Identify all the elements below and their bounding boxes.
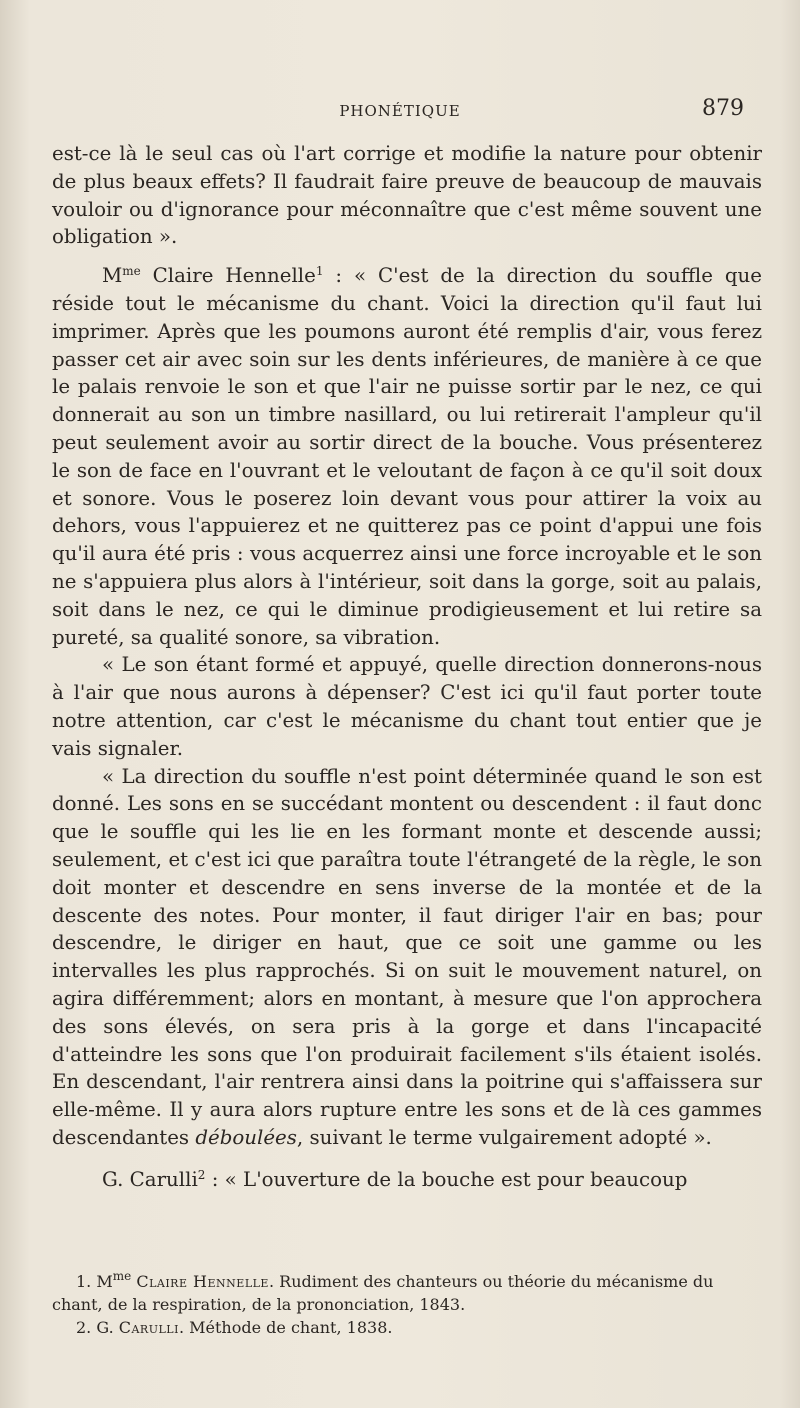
footnote-ref-1[interactable]: 1 xyxy=(315,264,324,278)
footnotes xyxy=(52,1270,762,1339)
speaker-abbr: M xyxy=(102,264,123,288)
footnote-text: . Rudiment des chanteurs ou théorie du mécanisme du chant, de la respiration, de la prononciation, 1843. xyxy=(52,1272,714,1314)
speaker-name: Claire Hennelle xyxy=(140,264,316,288)
paragraph-end: , suivant le terme vulgairement adopté ». xyxy=(296,1125,712,1149)
footnote-text: . Méthode de chant, 1838. xyxy=(178,1318,393,1337)
footnote-number: 1. xyxy=(76,1272,92,1291)
paragraph-text: « La direction du souffle n'est point déterminée quand le son est donné. Les sons en se succédant montent ou descendent : il faut donc que le souffle qui les lie en les formant monte et descende aussi; seulement, et c'est ici que paraîtra toute l'étrangeté de la règle, le son doit monter et descendre en sens inverse de la montée et de la descente des notes. Pour monter, il faut diriger l'air en bas; pour descendre, le diriger en haut, que ce soit une gamme ou les intervalles les plus rapprochés. Si on suit le mouvement naturel, on agira différemment; alors en montant, à mesure que l'on approchera des sons élevés, on sera pris à la gorge et dans l'incapacité d'atteindre les sons que l'on produirait facilement s'ils étaient isolés. En descendant, l'air rentrera ainsi dans la poitrine qui s'affaissera sur elle-même. Il y aura alors rupture entre les sons et de là ces gammes descendantes xyxy=(52,764,762,1149)
quote-text: : « L'ouverture de la bouche est pour beaucoup xyxy=(205,1167,688,1191)
paragraph-direction-souffle xyxy=(52,763,762,1152)
footnote-initial: G. xyxy=(96,1318,114,1337)
footnote-author: Claire Hennelle xyxy=(136,1272,269,1291)
footnote-1 xyxy=(52,1270,762,1316)
footnote-ref-2[interactable]: 2 xyxy=(197,1167,206,1182)
footnote-author: Carulli xyxy=(118,1318,179,1337)
running-head: PHONÉTIQUE xyxy=(339,102,461,120)
body-text xyxy=(52,140,762,1193)
quote-text: : « C'est de la direction du souffle que réside tout le mécanisme du chant. Voici la direction qu'il faut lui imprimer. Après que les poumons auront été remplis d'air, vous ferez passer cet air avec soin sur les dents inférieures, de manière à ce que le palais renvoie le son et que l'air ne puisse sortir par le nez, ce qui donnerait au son un timbre nasillard, ou lui retirerait l'ampleur qu'il peut seulement avoir au sortir direct de la bouche. Vous présenterez le son de face en l'ouvrant et le veloutant de façon à ce qu'il soit doux et sonore. Vous le poserez loin devant vous pour attirer la voix au dehors, vous l'appuierez et ne quitterez pas ce point d'appui une fois qu'il aura été pris : vous acquerrez ainsi une force incroyable et le son ne s'appuiera plus alors à l'intérieur, soit dans la gorge, soit au palais, soit dans le nez, ce qui le diminue prodigieusement et lui retire sa pureté, sa qualité sonore, sa vibration. xyxy=(52,264,762,649)
page-number: 879 xyxy=(702,96,744,121)
paragraph-carulli-quote xyxy=(52,1166,762,1194)
speaker-abbr-sup: me xyxy=(122,264,141,278)
paragraph-direction-air: « Le son étant formé et appuyé, quelle direction donnerons-nous à l'air que nous aurons à dépenser? C'est ici qu'il faut porter toute notre attention, car c'est le mécanisme du chant tout entier que je vais signaler. xyxy=(52,653,762,760)
footnote-number: 2. xyxy=(76,1318,92,1337)
paragraph-continuation: est-ce là le seul cas où l'art corrige et modifie la nature pour obtenir de plus beaux effets? Il faudrait faire preuve de beaucoup de mauvais vouloir ou d'ignorance pour méconnaître que c'est même souvent une obligation ». xyxy=(52,142,762,249)
footnote-abbr-sup: me xyxy=(112,1268,132,1283)
footnote-abbr: M xyxy=(96,1272,113,1291)
paragraph-hennelle-quote xyxy=(52,262,762,651)
italic-term: déboulées xyxy=(195,1125,297,1149)
footnote-2 xyxy=(52,1316,762,1339)
page-header xyxy=(60,96,744,136)
speaker-name: G. Carulli xyxy=(102,1167,198,1191)
